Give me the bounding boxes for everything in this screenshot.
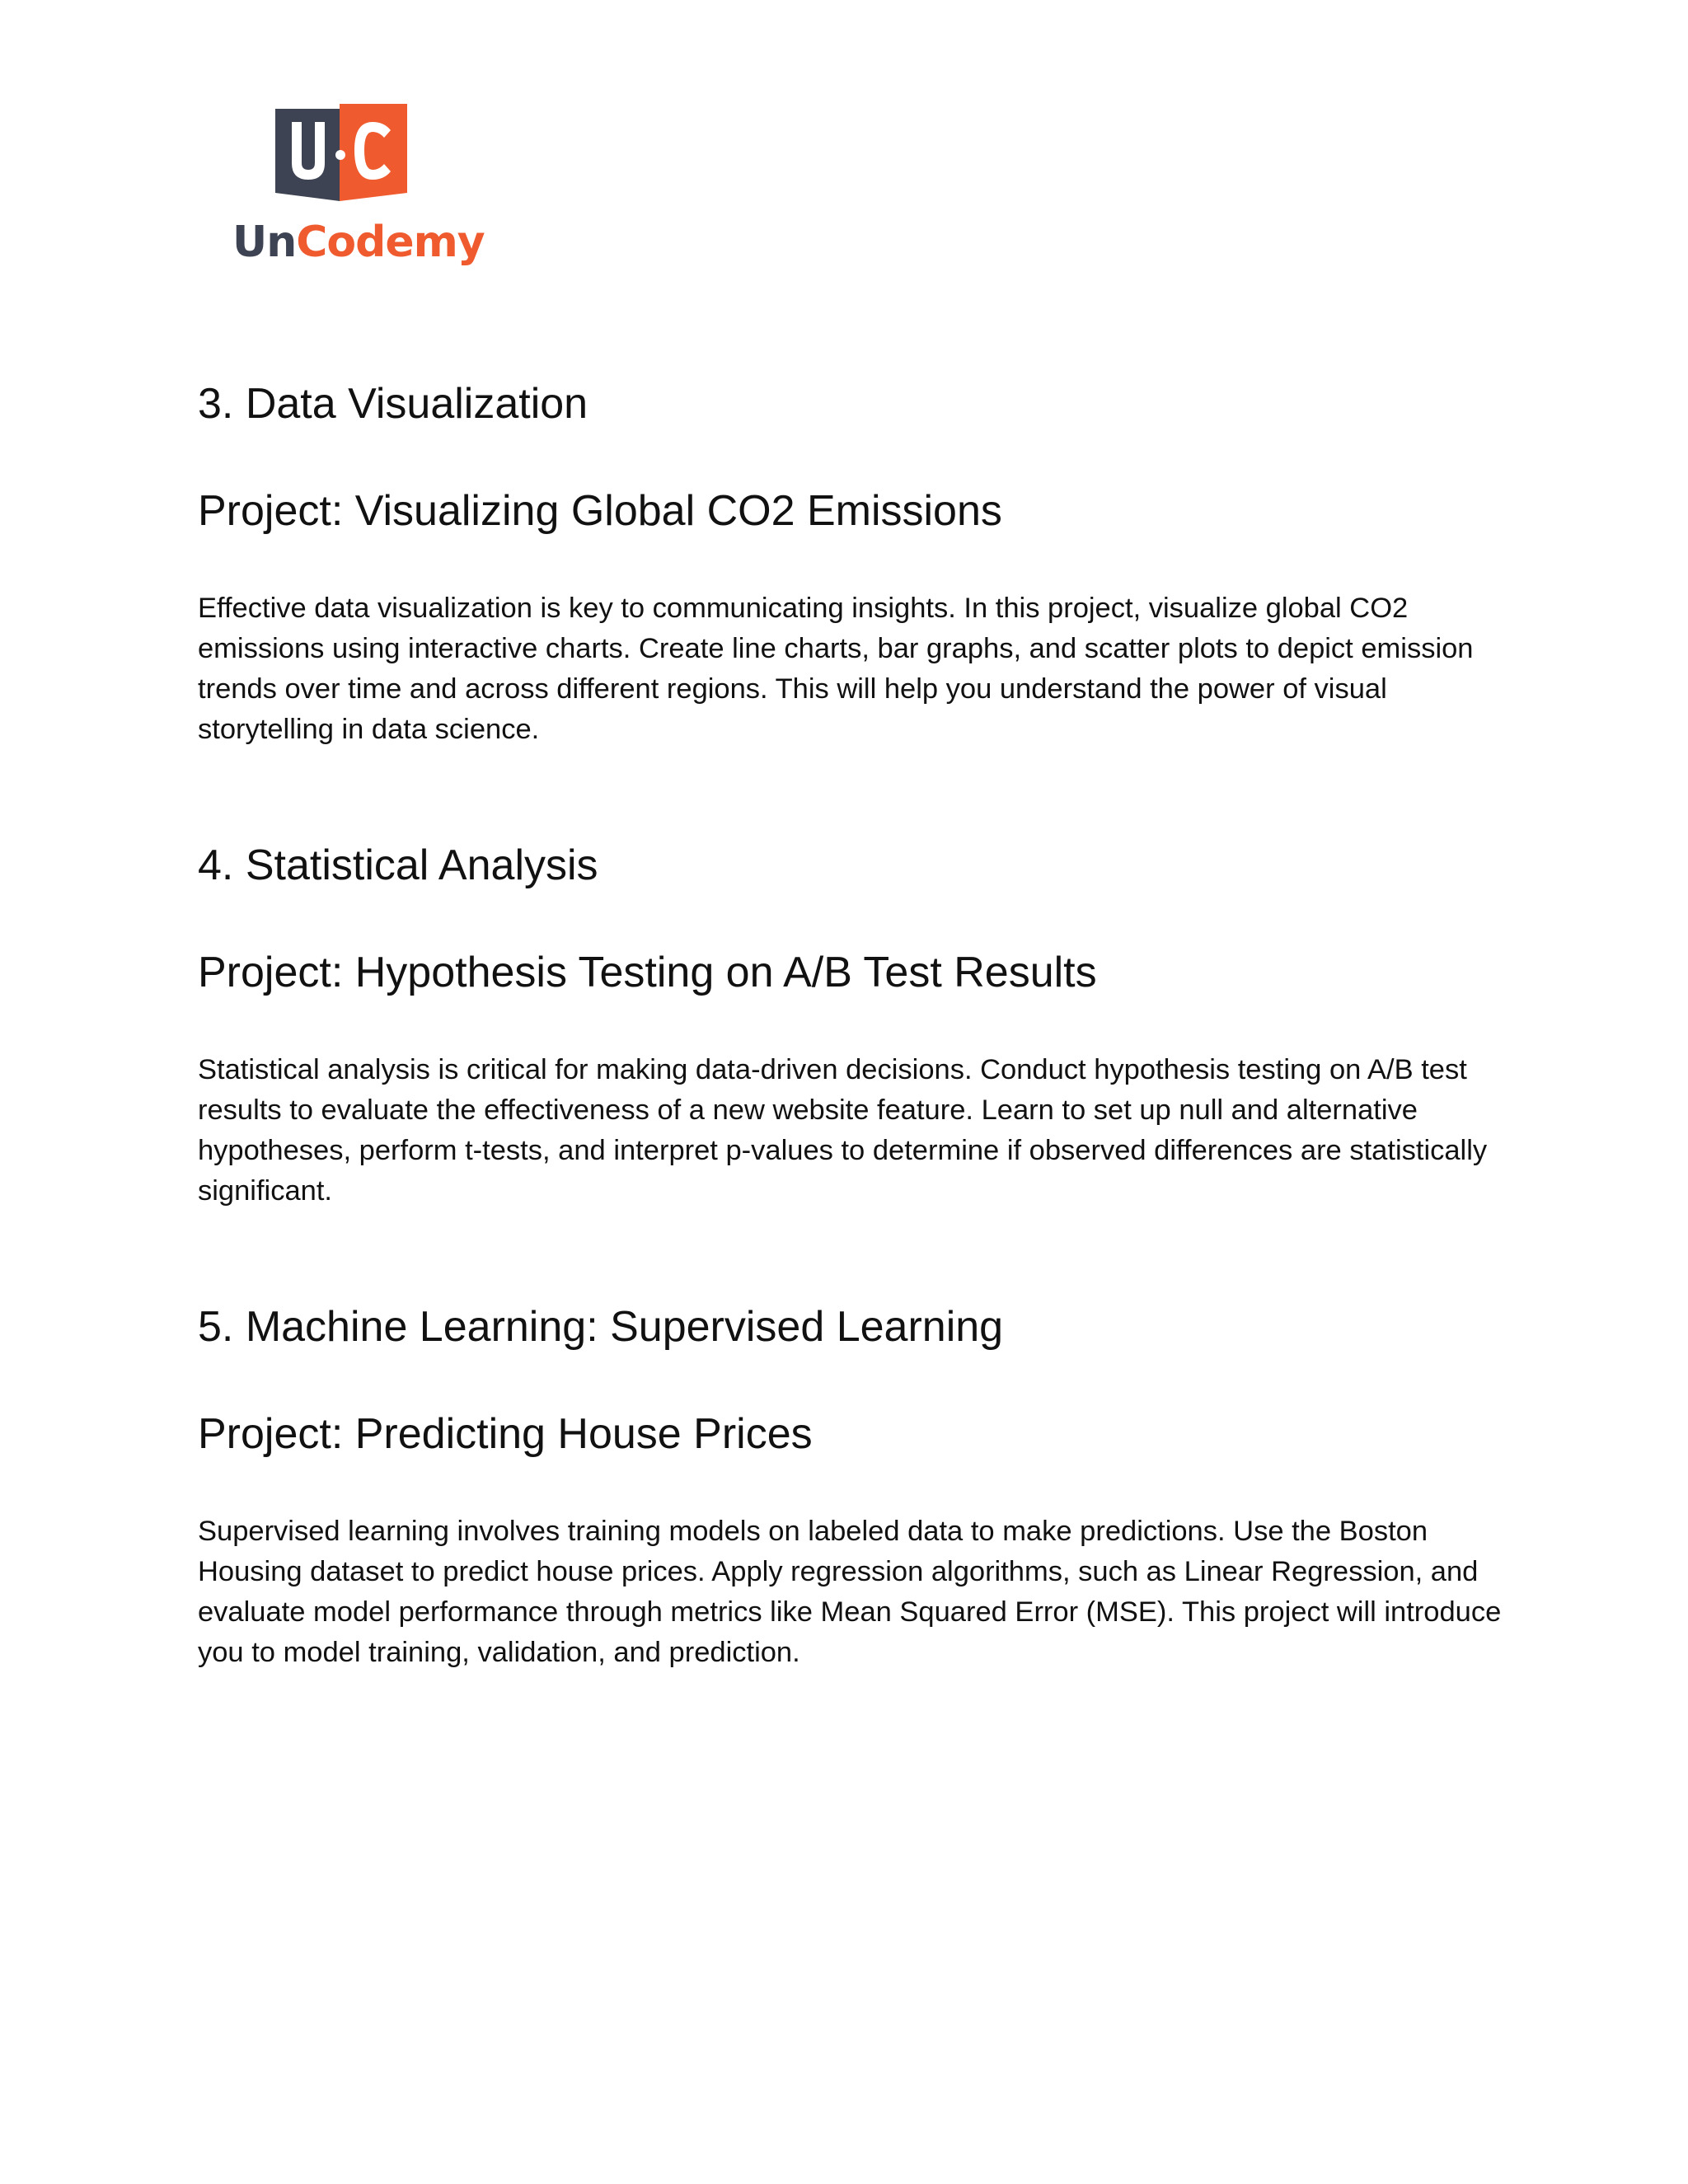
document-body (198, 377, 1517, 1673)
section-description: Statistical analysis is critical for making data-driven decisions. Conduct hypothesis testing on A/B test results to evaluate the effectiveness of a new website feature. Learn to set up null and alternative hypotheses, perform t-tests, and interpret p-values to determine if observed differences are statistically significant. (198, 1054, 1488, 1207)
uc-logo-mark (275, 104, 407, 201)
section-heading: 4. Statistical Analysis (198, 841, 598, 889)
project-title: Project: Predicting House Prices (198, 1410, 813, 1458)
project-title: Project: Visualizing Global CO2 Emissions (198, 487, 1002, 535)
section-supervised-learning (198, 1301, 1517, 1673)
project-title: Project: Hypothesis Testing on A/B Test Results (198, 949, 1097, 996)
section-heading: 5. Machine Learning: Supervised Learning (198, 1303, 1004, 1351)
uncodemy-logo (232, 104, 485, 273)
section-statistical-analysis (198, 839, 1517, 1212)
section-data-visualization (198, 377, 1517, 750)
section-heading: 3. Data Visualization (198, 380, 588, 428)
section-description: Effective data visualization is key to communicating insights. In this project, visualize global CO2 emissions using interactive charts. Create line charts, bar graphs, and scatter plots to depict emission trends over time and across different regions. This will help you understand the power of visual storytelling in data science. (198, 593, 1474, 745)
section-description: Supervised learning involves training models on labeled data to make predictions. Use the Boston Housing dataset to predict house prices. Apply regression algorithms, such as Linear Regression, and evaluate model performance through metrics like Mean Squared Error (MSE). This project will introduce you to model training, validation, and prediction. (198, 1516, 1502, 1668)
logo-wordmark: UnCodemy (232, 218, 485, 267)
